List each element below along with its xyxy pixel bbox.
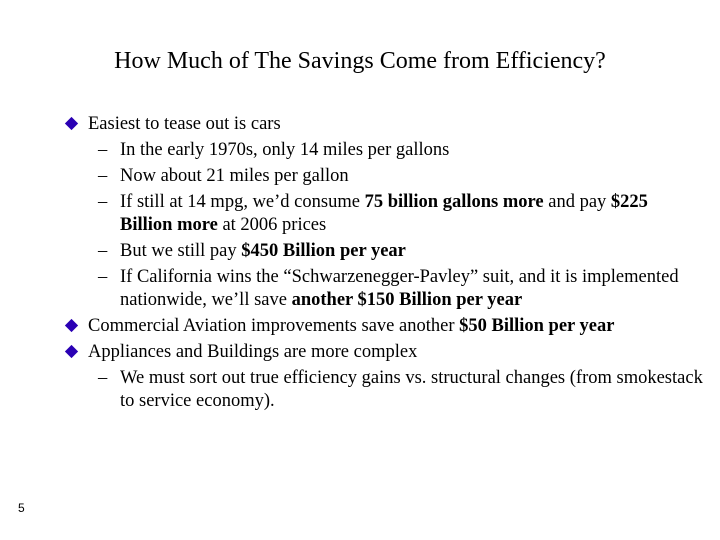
bullet-appliances xyxy=(64,341,704,364)
diamond-bullet-icon xyxy=(65,319,78,332)
bullet-text: Now about 21 miles per gallon xyxy=(120,166,349,186)
sub-bullet-1970s-mpg xyxy=(64,139,704,162)
bullet-text: In the early 1970s, only 14 miles per gallons xyxy=(120,140,450,160)
sub-bullet-current-mpg xyxy=(64,165,704,188)
dash-bullet-icon: – xyxy=(98,241,108,261)
bullet-text: Easiest to tease out is cars xyxy=(88,114,281,134)
diamond-bullet-icon xyxy=(65,345,78,358)
dash-bullet-icon: – xyxy=(98,166,108,186)
bullet-text: We must sort out true efficiency gains vs. structural changes (from smokestack to service economy). xyxy=(120,368,703,411)
bullet-bold-amount: $50 Billion per year xyxy=(459,316,615,336)
dash-bullet-icon: – xyxy=(98,267,108,287)
bullet-text-part: at 2006 prices xyxy=(217,215,327,235)
slide-body xyxy=(64,113,704,416)
dash-bullet-icon: – xyxy=(98,192,108,212)
bullet-bold-billion: $225 Billion more xyxy=(120,192,648,235)
bullet-text-part: and pay xyxy=(543,192,611,212)
diamond-bullet-icon xyxy=(65,117,78,130)
slide-title: How Much of The Savings Come from Efficiency? xyxy=(114,48,606,74)
dash-bullet-icon: – xyxy=(98,140,108,160)
bullet-text-part: Commercial Aviation improvements save another xyxy=(88,316,460,336)
sub-bullet-structural-changes xyxy=(64,367,704,413)
dash-bullet-icon: – xyxy=(98,368,108,388)
bullet-text-part: If still at 14 mpg, we’d consume xyxy=(120,192,365,212)
bullet-text-part: If California wins the “Schwarzenegger-Pavley” suit, and it is implemented nationwide, we’ll save xyxy=(120,267,679,310)
bullet-bold-amount: another $150 Billion per year xyxy=(291,290,523,310)
sub-bullet-14mpg-scenario xyxy=(64,191,704,237)
sub-bullet-still-pay xyxy=(64,240,704,263)
bullet-aviation xyxy=(64,315,704,338)
bullet-text: Appliances and Buildings are more complex xyxy=(88,342,418,362)
sub-bullet-california-suit xyxy=(64,266,704,312)
bullet-text-part: But we still pay xyxy=(120,241,242,261)
bullet-bold-gallons: 75 billion gallons more xyxy=(364,192,544,212)
bullet-cars xyxy=(64,113,704,136)
page-number: 5 xyxy=(18,501,25,515)
bullet-bold-amount: $450 Billion per year xyxy=(241,241,406,261)
